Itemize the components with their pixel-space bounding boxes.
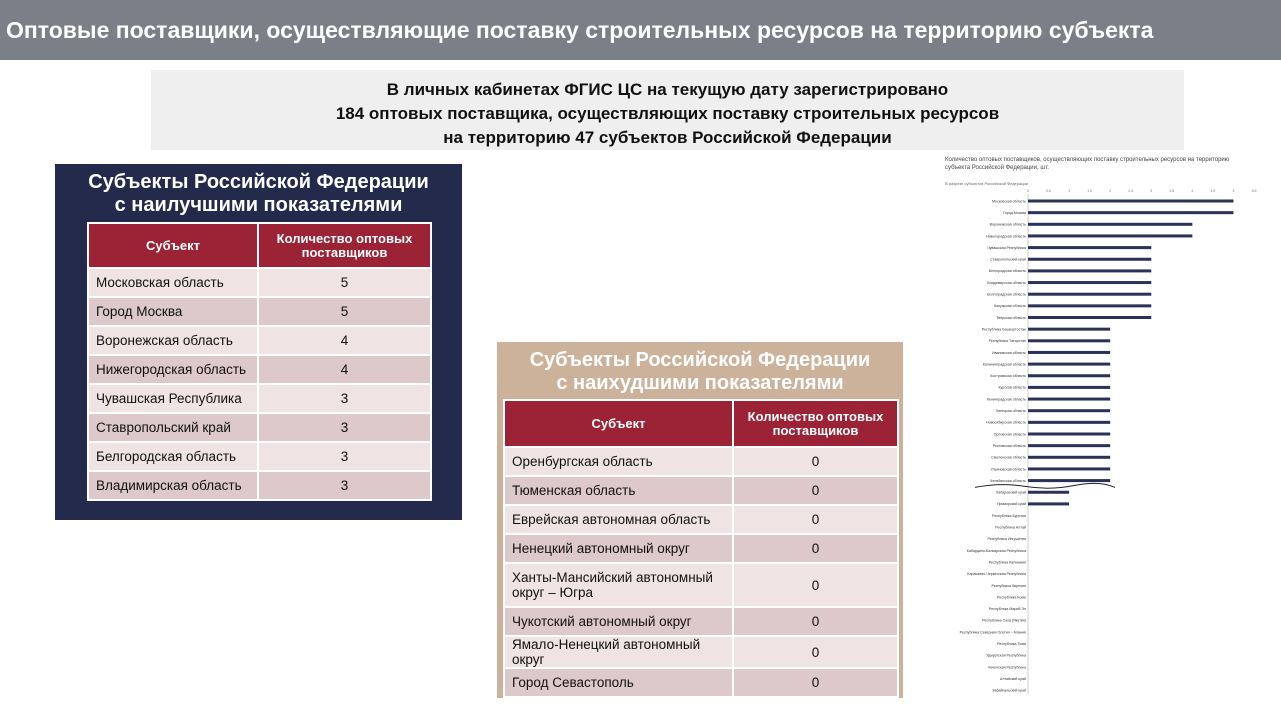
category-label: Челябинская область [989, 478, 1026, 483]
category-label: Калужская область [993, 304, 1026, 309]
bar [1028, 502, 1069, 505]
x-tick-label: 3 [1150, 189, 1153, 193]
summary-line-2: 184 оптовых поставщика, осуществляющих поставку строительных ресурсов [335, 104, 1000, 123]
bar [1028, 421, 1110, 424]
summary-line-1: В личных кабинетах ФГИС ЦС на текущую дату зарегистрировано [386, 80, 949, 99]
category-label: Хабаровский край [995, 490, 1026, 495]
worst-subjects-table [503, 399, 899, 698]
category-label: Смоленская область [991, 455, 1026, 460]
worst-panel-title-line2: с наихудшими показателями [556, 372, 844, 394]
bar [1028, 386, 1110, 389]
summary-line-3: на территорию 47 субъектов Российской Федерации [443, 128, 892, 147]
supplier-count-chart [945, 150, 1265, 710]
chart-subtitle: В разрезе субъектов Российской Федерации [945, 181, 1028, 186]
category-label: Ростовская область [992, 443, 1026, 448]
category-label: Волгоградская область [987, 292, 1026, 297]
bar [1028, 433, 1110, 436]
bar [1028, 316, 1151, 319]
category-label: Чеченская Республика [988, 665, 1026, 670]
worst-panel-title-line1: Субъекты Российской Федерации [529, 349, 871, 371]
subject-cell: Ямало-Ненецкий автономный округ [504, 636, 733, 668]
column-header-subject: Субъект [88, 223, 258, 268]
count-cell: 4 [258, 326, 431, 355]
best-panel-title [55, 171, 462, 217]
table-row [88, 297, 431, 326]
table-row [504, 534, 898, 563]
category-label: Республика Марий Эл [988, 607, 1026, 612]
category-label: Курская область [998, 385, 1026, 390]
table-row [504, 447, 898, 476]
page-title [0, 0, 1281, 60]
count-cell: 3 [258, 384, 431, 413]
category-label: Московская область [991, 199, 1026, 204]
x-tick-label: 1 [1068, 189, 1071, 193]
bar [1028, 363, 1110, 366]
category-label: Республика Татарстан [988, 339, 1026, 344]
bar [1028, 246, 1151, 249]
bar [1028, 258, 1151, 261]
best-subjects-table [87, 222, 432, 501]
table-row [504, 476, 898, 505]
count-cell: 3 [258, 442, 431, 471]
subject-cell: Ханты-Мансийский автономный округ – Югра [504, 563, 733, 607]
x-tick-label: 4 [1191, 189, 1194, 193]
category-label: Республика Башкортостан [981, 327, 1026, 332]
best-subjects-panel [55, 164, 462, 520]
category-label: Орловская область [993, 432, 1026, 437]
bar [1028, 293, 1151, 296]
category-label: Республика Тыва [997, 642, 1026, 646]
category-label: Приморский край [996, 502, 1026, 507]
bar [1028, 211, 1233, 214]
summary-box [151, 70, 1184, 150]
x-tick-label: 0.5 [1046, 189, 1051, 193]
subject-cell: Город Москва [88, 297, 258, 326]
count-cell: 3 [258, 413, 431, 442]
count-cell: 5 [258, 297, 431, 326]
count-cell: 5 [258, 268, 431, 297]
table-header-row [504, 400, 898, 447]
subject-cell: Еврейская автономная область [504, 505, 733, 534]
subject-cell: Чувашская Республика [88, 384, 258, 413]
table-header-row [88, 223, 431, 268]
bar [1028, 304, 1151, 307]
category-label: Нижегородская область [986, 234, 1026, 239]
column-header-count: Количество оптовых поставщиков [258, 223, 431, 268]
category-label: Удмуртская Республика [986, 653, 1026, 658]
count-cell: 4 [258, 355, 431, 384]
bar [1028, 351, 1110, 354]
column-header-subject: Субъект [504, 400, 733, 447]
bar [1028, 456, 1110, 459]
subject-cell: Чукотский автономный округ [504, 607, 733, 636]
table-row [88, 326, 431, 355]
category-label: Алтайский край [999, 676, 1026, 681]
x-tick-label: 2.5 [1128, 189, 1134, 193]
best-panel-title-line1: Субъекты Российской Федерации [88, 171, 429, 193]
subject-cell: Московская область [88, 268, 258, 297]
count-cell: 3 [258, 471, 431, 500]
bar [1028, 234, 1192, 237]
bar [1028, 328, 1110, 331]
x-tick-label: 3.5 [1169, 189, 1175, 193]
count-cell: 0 [733, 563, 898, 607]
subject-cell: Ставропольский край [88, 413, 258, 442]
category-label: Воронежская область [989, 222, 1026, 227]
category-label: Республика Ингушетия [987, 537, 1026, 542]
category-label: Калининградская область [982, 362, 1026, 367]
bar [1028, 200, 1233, 203]
bar [1028, 374, 1110, 377]
subject-cell: Воронежская область [88, 326, 258, 355]
x-tick-label: 5.5 [1251, 189, 1257, 193]
x-tick-label: 5 [1232, 189, 1235, 193]
subject-cell: Владимирская область [88, 471, 258, 500]
subject-cell: Нижегородская область [88, 355, 258, 384]
category-label: Новосибирская область [985, 420, 1026, 425]
category-label: Республика Бурятия [991, 513, 1026, 518]
table-row [88, 268, 431, 297]
category-label: Республика Карелия [991, 583, 1026, 588]
table-row [88, 413, 431, 442]
table-row [88, 442, 431, 471]
category-label: Город Москва [1003, 210, 1026, 215]
bar [1028, 223, 1192, 226]
bar [1028, 491, 1069, 494]
subject-cell: Ненецкий автономный округ [504, 534, 733, 563]
subject-cell: Город Севастополь [504, 668, 733, 697]
x-tick-label: 4.5 [1210, 189, 1216, 193]
table-row [504, 668, 898, 697]
table-row [88, 355, 431, 384]
table-row [504, 505, 898, 534]
category-label: Липецкая область [995, 409, 1026, 413]
category-label: Ленинградская область [986, 397, 1026, 402]
category-label: Ульяновская область [990, 467, 1026, 472]
bar [1028, 444, 1110, 447]
category-label: Ставропольский край [990, 257, 1026, 262]
subject-cell: Оренбургская область [504, 447, 733, 476]
column-header-count: Количество оптовых поставщиков [733, 400, 898, 447]
count-cell: 0 [733, 668, 898, 697]
category-label: Республика Коми [996, 595, 1026, 600]
bar [1028, 467, 1110, 470]
table-row [504, 563, 898, 607]
x-tick-label: 2 [1109, 189, 1112, 193]
bar [1028, 409, 1110, 412]
count-cell: 0 [733, 607, 898, 636]
count-cell: 0 [733, 534, 898, 563]
bar [1028, 269, 1151, 272]
count-cell: 0 [733, 476, 898, 505]
chart-title: субъекта Российской Федерации, шт. [945, 165, 1049, 171]
count-cell: 0 [733, 447, 898, 476]
category-label: Владимирская область [987, 280, 1026, 285]
category-label: Костромская область [990, 374, 1026, 379]
worst-subjects-panel [497, 342, 903, 698]
category-label: Республика Алтай [995, 525, 1026, 530]
bar [1028, 281, 1151, 284]
supplier-count-bar-chart [945, 150, 1265, 710]
best-panel-title-line2: с наилучшими показателями [114, 194, 403, 216]
bar [1028, 479, 1110, 482]
worst-panel-title [497, 349, 903, 395]
category-label: Чувашская Республика [987, 245, 1026, 250]
category-label: Белгородская область [988, 269, 1026, 274]
table-row [88, 471, 431, 500]
category-label: Республика Калмыкия [988, 560, 1026, 565]
count-cell: 0 [733, 505, 898, 534]
subject-cell: Белгородская область [88, 442, 258, 471]
chart-title: Количество оптовых поставщиков, осуществляющих поставку строительных ресурсов на территорию [945, 157, 1230, 163]
category-label: Кабардино-Балкарская Республика [966, 548, 1026, 553]
category-label: Ивановская область [992, 350, 1026, 355]
axis-break-mark [975, 483, 1115, 488]
x-tick-label: 1.5 [1087, 189, 1093, 193]
category-label: Забайкальский край [992, 688, 1026, 693]
category-label: Карачаево-Черкесская Республика [967, 572, 1026, 577]
category-label: Республика Саха (Якутия) [982, 618, 1026, 623]
category-label: Республика Северная Осетия – Алания [959, 630, 1026, 635]
bar [1028, 398, 1110, 401]
page-title-text: Оптовые поставщики, осуществляющие поставку строительных ресурсов на территорию субъекта [6, 16, 1154, 43]
category-label: Тверская область [996, 315, 1026, 320]
table-row [504, 636, 898, 668]
count-cell: 0 [733, 636, 898, 668]
subject-cell: Тюменская область [504, 476, 733, 505]
bar [1028, 339, 1110, 342]
table-row [88, 384, 431, 413]
table-row [504, 607, 898, 636]
x-tick-label: 0 [1027, 189, 1029, 193]
